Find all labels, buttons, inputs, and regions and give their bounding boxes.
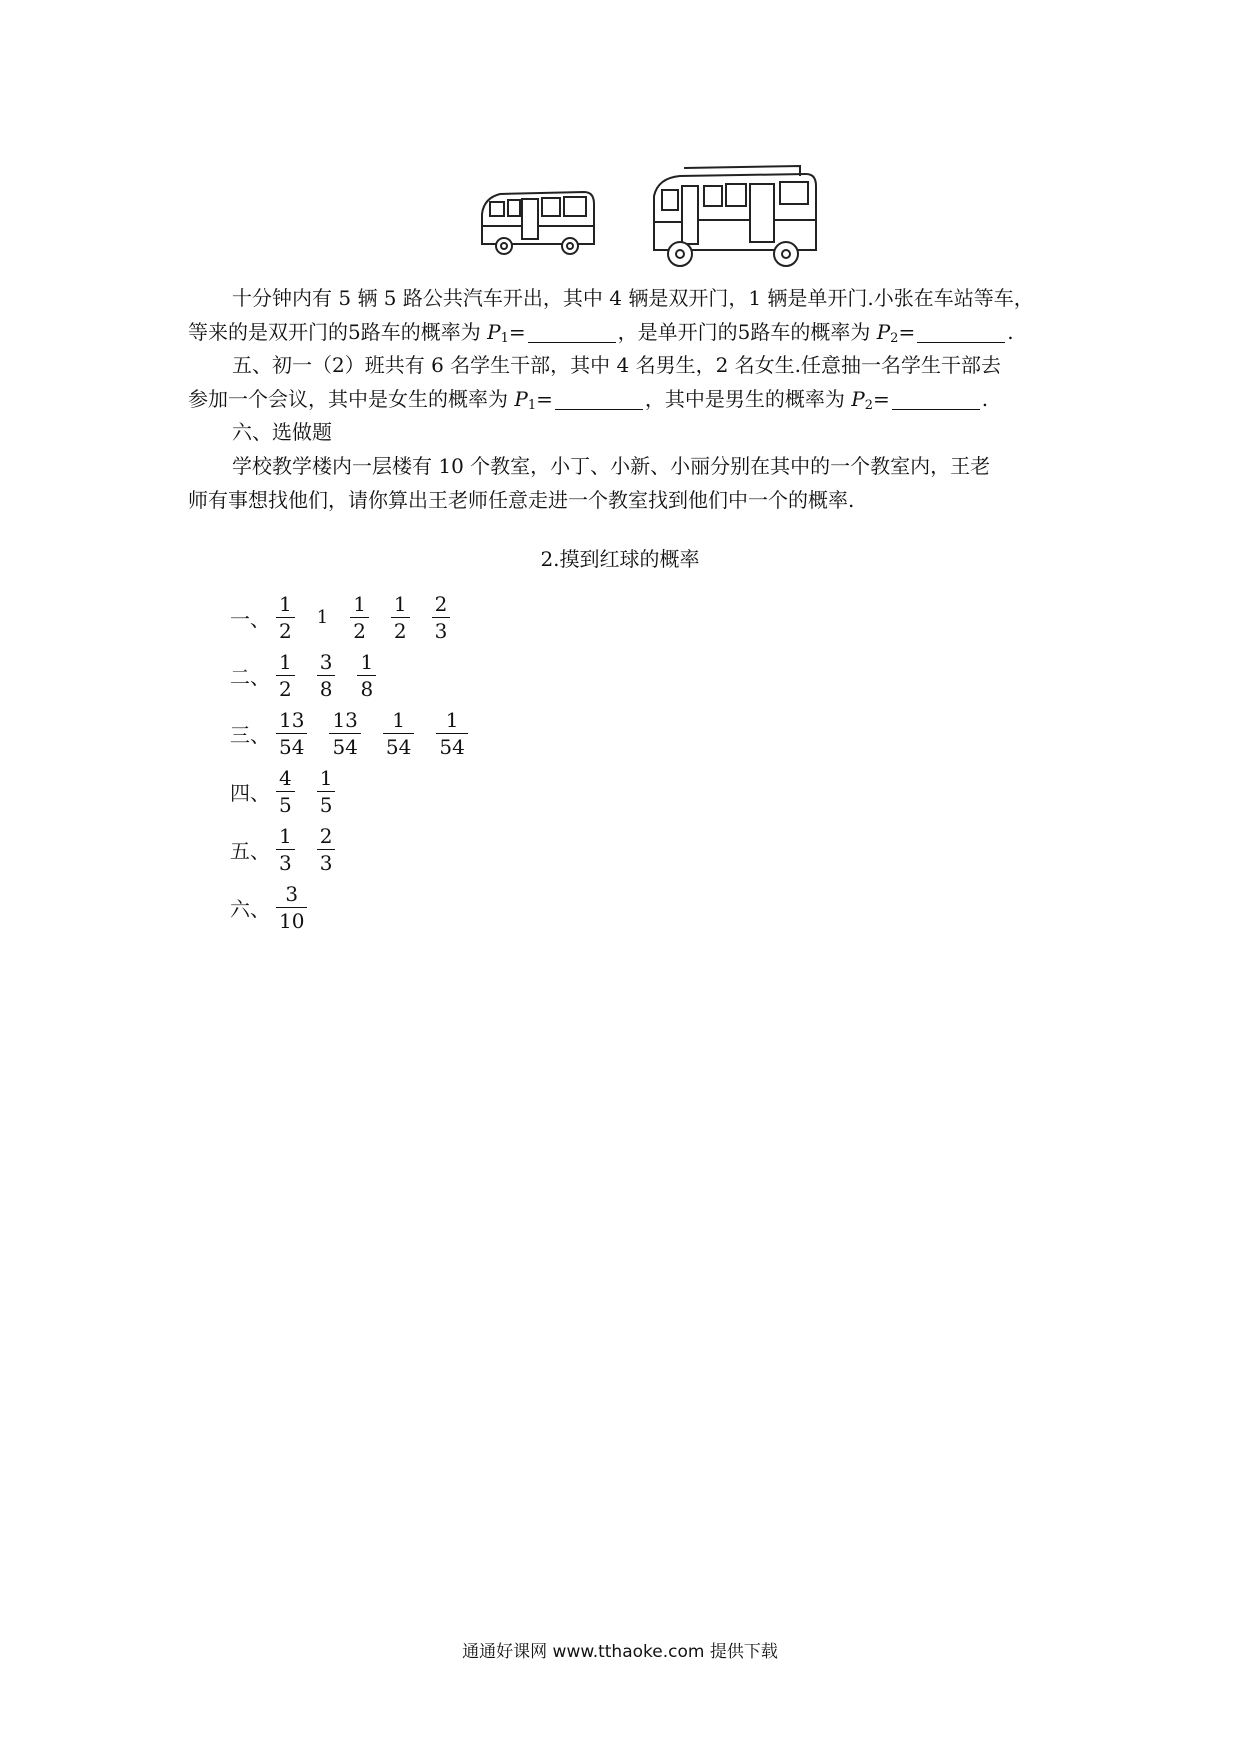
- fraction-numerator: 2: [319, 823, 333, 848]
- answer-blank-p2[interactable]: [917, 320, 1005, 343]
- problem-6-heading: 六、选做题: [232, 420, 332, 444]
- fraction-denominator: 54: [276, 733, 307, 760]
- answers-section-title: 2.摸到红球的概率: [540, 547, 700, 571]
- answer-fraction: [383, 707, 414, 760]
- answer-row-label: 二、: [230, 664, 270, 689]
- fraction-denominator: 2: [276, 675, 295, 702]
- problem-5-text-b: ，其中是男生的概率为: [644, 387, 852, 411]
- fraction-denominator: 54: [329, 733, 360, 760]
- problem-6-line-1: 学校教学楼内一层楼有 10 个教室，小丁、小新、小丽分别在其中的一个教室内，王老: [232, 454, 991, 478]
- fraction-denominator: 10: [276, 907, 307, 934]
- fraction-denominator: 2: [391, 617, 410, 644]
- fraction-numerator: 1: [279, 649, 292, 674]
- answer-fraction: [276, 823, 295, 876]
- fraction-numerator: 4: [279, 765, 292, 790]
- answer-fraction: [317, 649, 336, 702]
- answer-fraction: [276, 881, 307, 934]
- answer-fraction: [317, 765, 336, 818]
- p2-variable: $P_2$: [876, 320, 899, 346]
- answer-row: [230, 586, 472, 648]
- fraction-numerator: 3: [285, 881, 299, 906]
- fraction-denominator: 3: [432, 617, 451, 644]
- equals-sign: =: [898, 320, 916, 344]
- fraction-numerator: 1: [360, 649, 374, 674]
- double-door-bus-illustration: [650, 160, 820, 274]
- fraction-numerator: 1: [353, 591, 366, 616]
- fraction-denominator: 54: [383, 733, 414, 760]
- fraction-denominator: 5: [276, 791, 295, 818]
- period: .: [981, 387, 989, 411]
- answer-fraction: [317, 823, 336, 876]
- answer-fraction: [276, 591, 295, 644]
- answer-fraction: [276, 649, 295, 702]
- problem-6-line-2: 师有事想找他们，请你算出王老师任意走进一个教室找到他们中一个的概率.: [188, 488, 855, 512]
- footer-download-note: 通通好课网 www.tthaoke.com 提供下载: [462, 1642, 778, 1662]
- answer-row-label: 六、: [230, 896, 270, 921]
- answer-row-label: 一、: [230, 606, 270, 631]
- problem-4-text-a: 等来的是双开门的5路车的概率为: [188, 320, 488, 344]
- fraction-numerator: 3: [319, 649, 333, 674]
- answer-row: [230, 876, 329, 938]
- problem-5-line-1: 五、初一（2）班共有 6 名学生干部，其中 4 名男生，2 名女生.任意抽一名学生干部去: [232, 353, 1002, 377]
- fraction-denominator: 2: [276, 617, 295, 644]
- fraction-numerator: 13: [279, 707, 305, 732]
- fraction-denominator: 3: [317, 849, 336, 876]
- answer-fraction: [357, 649, 376, 702]
- fraction-denominator: 2: [350, 617, 369, 644]
- answer-fraction: [391, 591, 410, 644]
- fraction-denominator: 8: [317, 675, 336, 702]
- fraction-denominator: 8: [357, 675, 376, 702]
- problem-4-text-b: ，是单开门的5路车的概率为: [617, 320, 877, 344]
- period: .: [1007, 320, 1014, 344]
- answer-row-label: 三、: [230, 722, 270, 747]
- equals-sign: =: [536, 387, 553, 411]
- answer-whole-number: 1: [316, 606, 329, 628]
- answer-row: [230, 702, 490, 764]
- answer-row: [230, 644, 398, 706]
- answer-blank-p1[interactable]: [555, 387, 643, 410]
- equals-sign: =: [872, 387, 890, 411]
- answer-fraction: [276, 765, 295, 818]
- answer-fraction: [329, 707, 360, 760]
- problem-5-text-a: 参加一个会议，其中是女生的概率为: [188, 387, 515, 411]
- fraction-numerator: 2: [434, 591, 448, 616]
- single-door-bus-illustration: [476, 186, 598, 262]
- answer-row-label: 四、: [230, 780, 270, 805]
- p1-variable: $P_1$: [514, 387, 537, 413]
- answer-row: [230, 760, 357, 822]
- fraction-numerator: 13: [332, 707, 358, 732]
- fraction-numerator: 1: [319, 765, 333, 790]
- answer-row: [230, 818, 357, 880]
- fraction-denominator: 3: [276, 849, 295, 876]
- answer-row-label: 五、: [230, 838, 270, 863]
- answer-blank-p1[interactable]: [528, 320, 616, 343]
- fraction-numerator: 1: [393, 591, 407, 616]
- answer-fraction: [350, 591, 369, 644]
- p2-variable: $P_2$: [851, 387, 873, 413]
- p1-variable: $P_1$: [487, 320, 509, 346]
- fraction-denominator: 5: [317, 791, 336, 818]
- fraction-numerator: 1: [392, 707, 405, 732]
- fraction-numerator: 1: [279, 591, 292, 616]
- answer-blank-p2[interactable]: [892, 387, 980, 410]
- problem-4-line-1: 十分钟内有 5 辆 5 路公共汽车开出，其中 4 辆是双开门，1 辆是单开门.小张在车站等车，: [232, 286, 1034, 310]
- answer-fraction: [276, 707, 307, 760]
- fraction-numerator: 1: [445, 707, 459, 732]
- fraction-denominator: 54: [436, 733, 467, 760]
- answer-fraction: [432, 591, 451, 644]
- fraction-numerator: 1: [279, 823, 292, 848]
- answer-fraction: [436, 707, 467, 760]
- equals-sign: =: [508, 320, 526, 344]
